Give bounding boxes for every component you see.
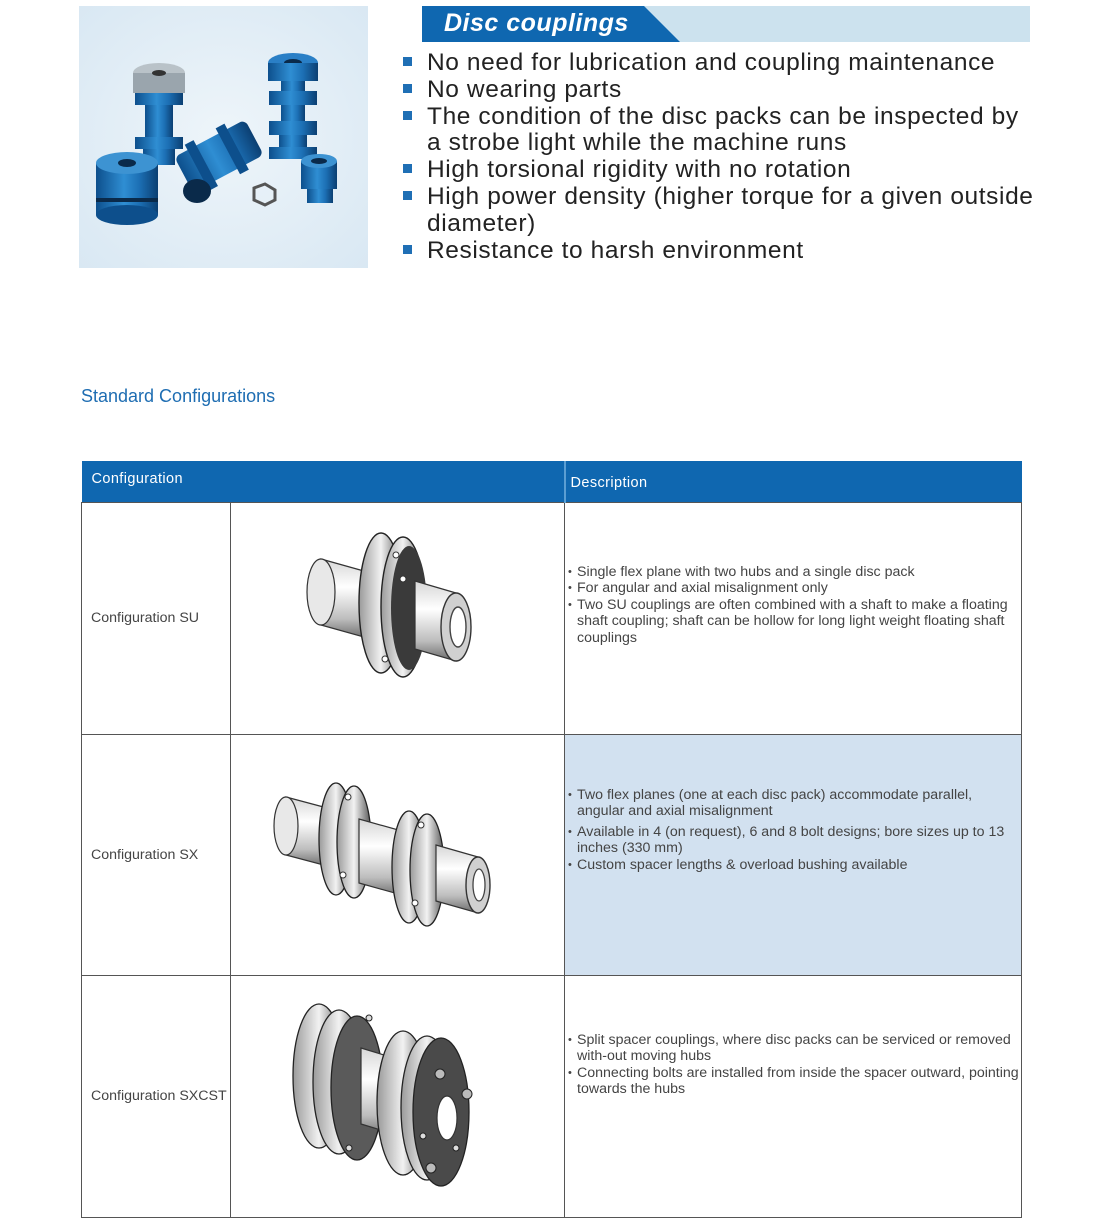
feature-list (400, 50, 1040, 264)
feature-text: No wearing parts (427, 75, 622, 103)
disc-couplings-photo-icon (79, 6, 368, 268)
feature-item (400, 104, 1040, 158)
configuration-description (565, 734, 1022, 975)
feature-item (400, 77, 1040, 104)
table-row (82, 975, 1022, 1217)
description-list (568, 1032, 1019, 1098)
feature-text: Resistance to harsh environment (427, 236, 804, 264)
feature-item (400, 157, 1040, 184)
section-heading: Standard Configurations (81, 386, 276, 406)
configuration-description (565, 975, 1022, 1217)
title-banner (422, 6, 1030, 42)
square-bullet-icon (403, 164, 412, 173)
feature-text: No need for lubrication and coupling maintenance (427, 49, 996, 76)
feature-text: The condition of the disc packs can be inspected by a strobe light while the machine runs (427, 102, 1019, 157)
configuration-name: Configuration SXCST (82, 975, 231, 1217)
sx-coupling-drawing-icon (231, 735, 565, 974)
column-header-description: Description (565, 461, 1022, 502)
configuration-image (231, 975, 565, 1217)
square-bullet-icon (403, 245, 412, 254)
table-row (82, 734, 1022, 975)
feature-text: High torsional rigidity with no rotation (427, 156, 852, 184)
configuration-image (231, 734, 565, 975)
description-item: • Connecting bolts are installed from inside the spacer outward, pointing towards the hubs (568, 1065, 1019, 1098)
description-list (568, 564, 1019, 647)
description-item: • Two SU couplings are often combined with a shaft to make a floating shaft coupling; shaft can be hollow for long light weight floating shaft couplings (568, 597, 1019, 647)
description-list (568, 787, 1019, 874)
su-coupling-drawing-icon (231, 503, 565, 733)
description-item: • Single flex plane with two hubs and a single disc pack (568, 564, 1019, 581)
description-item: • Two flex planes (one at each disc pack) accommodate parallel, angular and axial misalignment (568, 787, 1019, 820)
feature-item (400, 238, 1040, 265)
sxcst-coupling-drawing-icon (231, 976, 565, 1216)
configuration-image (231, 502, 565, 734)
configuration-name: Configuration SU (82, 502, 231, 734)
column-header-configuration: Configuration (82, 461, 565, 502)
description-item: • For angular and axial misalignment only (568, 580, 1019, 597)
square-bullet-icon (403, 57, 412, 66)
feature-item (400, 50, 1040, 77)
square-bullet-icon (403, 84, 412, 93)
description-item: • Available in 4 (on request), 6 and 8 bolt designs; bore sizes up to 13 inches (330 mm) (568, 824, 1019, 857)
feature-text: High power density (higher torque for a given outside diameter) (427, 182, 1034, 237)
product-photo (79, 6, 368, 268)
square-bullet-icon (403, 111, 412, 120)
page-title: Disc couplings (444, 9, 629, 37)
configuration-name: Configuration SX (82, 734, 231, 975)
configurations-table (81, 461, 1022, 1218)
square-bullet-icon (403, 191, 412, 200)
feature-item (400, 184, 1040, 238)
description-item: • Custom spacer lengths & overload bushing available (568, 857, 1019, 874)
table-header-row (82, 461, 1022, 502)
configuration-description (565, 502, 1022, 734)
table-row (82, 502, 1022, 734)
description-item: • Split spacer couplings, where disc packs can be serviced or removed with-out moving hubs (568, 1032, 1019, 1065)
